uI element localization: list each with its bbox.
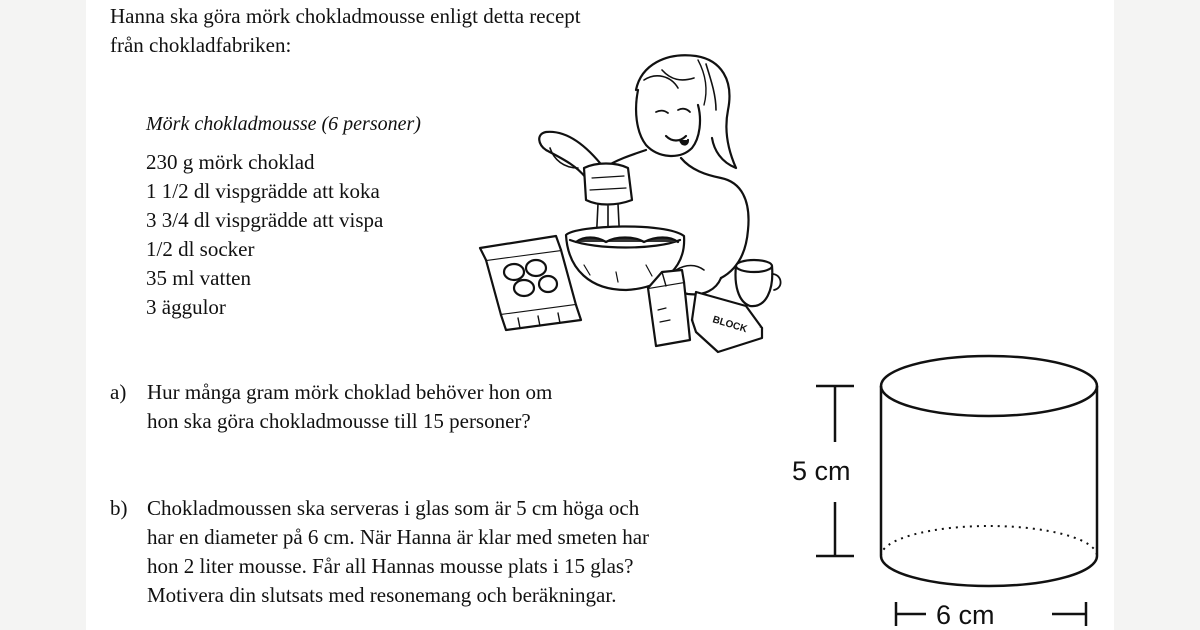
ingredient-item: 1/2 dl socker (146, 237, 255, 261)
question-a-text (147, 378, 552, 436)
worksheet-page (86, 0, 1114, 630)
ingredient-list (146, 148, 383, 322)
question-b-line: Chokladmoussen ska serveras i glas som är 5 cm höga och (147, 496, 640, 520)
cylinder-diagram (776, 350, 1114, 630)
question-b-text (147, 494, 649, 610)
question-b-line: hon 2 liter mousse. Får all Hannas mousse plats i 15 glas? (147, 554, 634, 578)
height-label: 5 cm (792, 456, 851, 486)
question-b-label: b) (110, 496, 128, 520)
diameter-label: 6 cm (936, 600, 995, 630)
recipe-title: Mörk chokladmousse (6 personer) (146, 113, 421, 135)
intro-line-1: Hanna ska göra mörk chokladmousse enligt detta recept (110, 4, 581, 28)
ingredient-item: 3 3/4 dl vispgrädde att vispa (146, 208, 384, 232)
cylinder-bottom-front-arc (881, 556, 1097, 586)
intro-line-2: från chokladfabriken: (110, 33, 292, 57)
question-a-line: Hur många gram mörk choklad behöver hon om (147, 380, 553, 404)
cylinder-bottom-back-arc (881, 526, 1097, 556)
question-a-label: a) (110, 380, 127, 404)
cylinder-top-ellipse (881, 356, 1097, 416)
ingredient-item: 3 äggulor (146, 295, 226, 319)
ingredient-item: 35 ml vatten (146, 266, 251, 290)
question-b-line: har en diameter på 6 cm. När Hanna är klar med smeten har (147, 525, 650, 549)
chocolate-box-label: BLOCK (711, 314, 749, 336)
question-b-line: Motivera din slutsats med resonemang och beräkningar. (147, 583, 617, 607)
question-a-line: hon ska göra chokladmousse till 15 personer? (147, 409, 531, 433)
baking-illustration (466, 50, 786, 350)
ingredient-item: 1 1/2 dl vispgrädde att koka (146, 179, 380, 203)
ingredient-item: 230 g mörk choklad (146, 150, 315, 174)
